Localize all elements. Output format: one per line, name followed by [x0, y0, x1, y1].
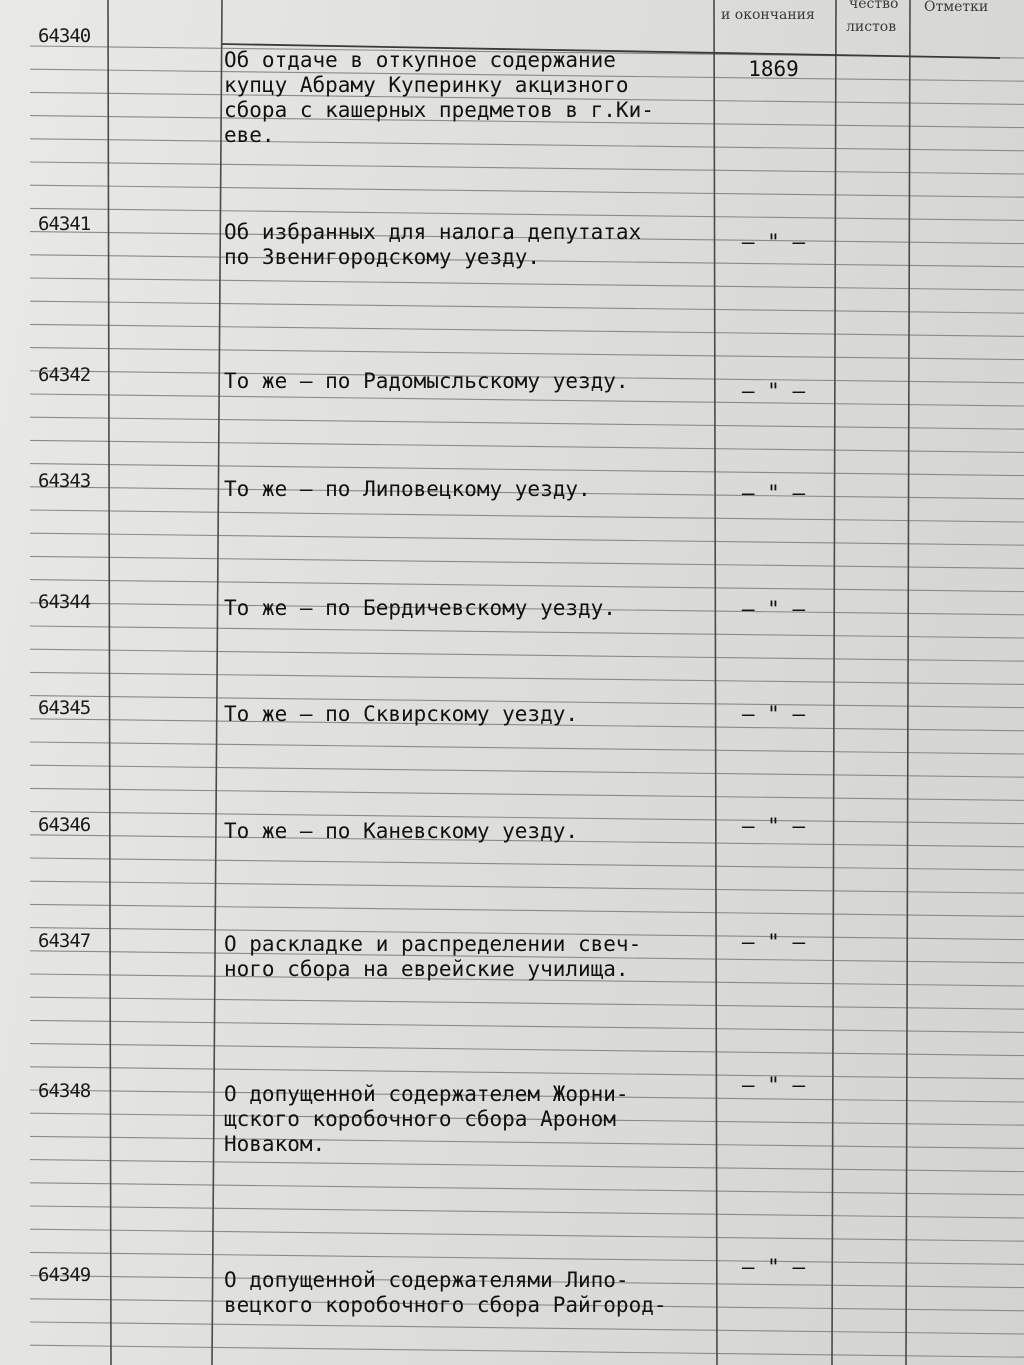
entry-date: – " – [741, 379, 806, 403]
header-sheets: листов [846, 19, 897, 35]
entry-date: – " – [741, 230, 806, 254]
entry-title: О допущенной содержателем Жорни- щского коробочного сбора Ароном Новаком. [224, 1082, 629, 1156]
entry-title: Об избранных для налога депутатах по Звенигородскому уезду. [224, 220, 642, 269]
entry-title: Об отдаче в откупное содержание купцу Абраму Куперинку акцизного сбора с кашерных предметов в г.Ки- еве. [224, 48, 654, 147]
entry-number: 64343 [38, 470, 91, 492]
entry-number: 64345 [38, 697, 91, 719]
entry-date: – " – [741, 814, 806, 838]
entry-title: То же – по Бердичевскому уезду. [224, 596, 616, 620]
entry-date: – " – [741, 1073, 806, 1097]
entry-title: О допущенной содержателями Липо- вецкого коробочного сбора Райгород- [224, 1268, 667, 1317]
entry-title: То же – по Сквирскому уезду. [224, 702, 579, 726]
entry-date: – " – [741, 597, 806, 621]
entry-number: 64341 [38, 213, 91, 235]
entry-title: То же – по Радомысльскому уезду. [224, 369, 629, 393]
entry-number: 64342 [38, 364, 91, 386]
entry-date: – " – [741, 1255, 806, 1279]
header-notes: Отметки [924, 0, 989, 15]
entry-number: 64348 [38, 1080, 91, 1102]
entry-date: – " – [741, 702, 806, 726]
header-dates: и окончания [721, 7, 815, 23]
entry-date: – " – [741, 481, 806, 505]
entry-date: – " – [741, 930, 806, 954]
header-sheets-top: чество [849, 0, 899, 12]
entry-title: То же – по Каневскому уезду. [224, 819, 579, 843]
entry-number: 64340 [38, 25, 91, 47]
entry-title: То же – по Липовецкому уезду. [224, 477, 591, 501]
entry-number: 64349 [38, 1264, 91, 1286]
entry-number: 64347 [38, 930, 91, 952]
entry-number: 64344 [38, 591, 91, 613]
entry-title: О раскладке и распределении свеч- ного сбора на еврейские училища. [224, 932, 642, 981]
entry-date: 1869 [748, 57, 799, 81]
entry-number: 64346 [38, 814, 91, 836]
